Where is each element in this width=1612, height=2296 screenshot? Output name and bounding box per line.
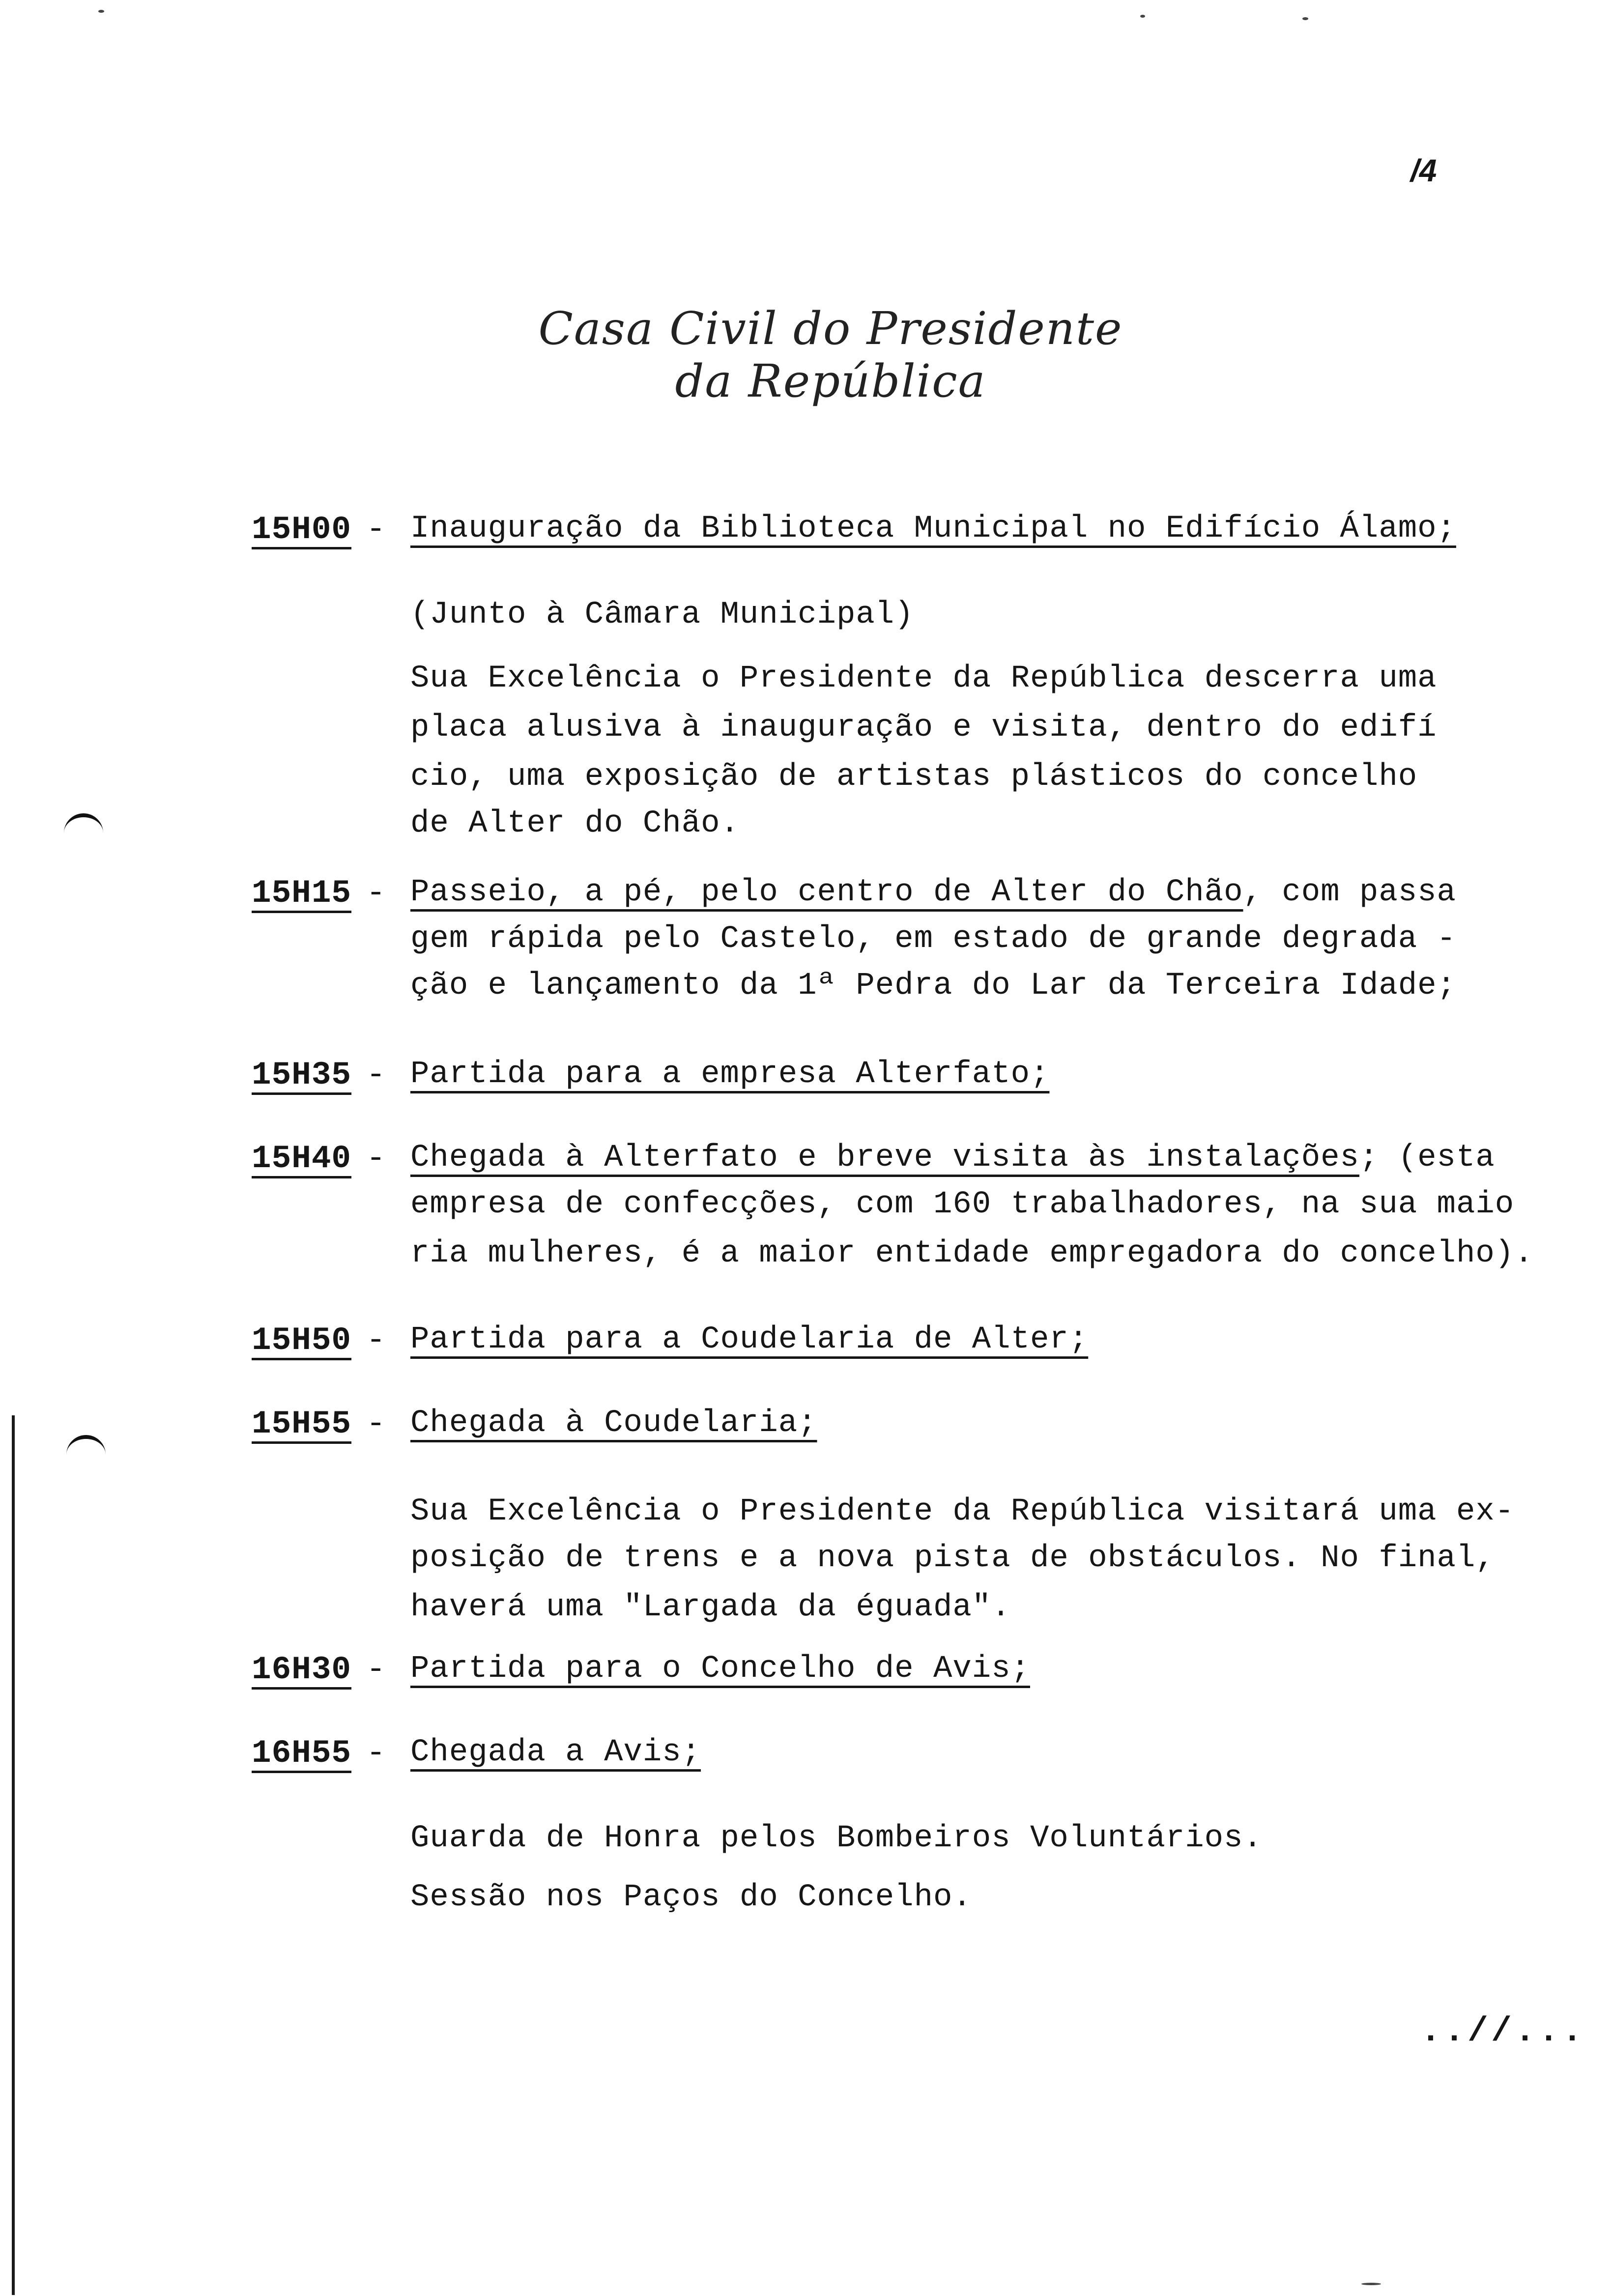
binder-edge bbox=[12, 1415, 15, 2295]
entry-time: 15H40 bbox=[252, 1140, 352, 1177]
punch-hole-mark bbox=[64, 813, 103, 837]
entry-time: 15H15 bbox=[252, 875, 352, 912]
entry-detail-line: Sua Excelência o Presidente da República descerra uma bbox=[410, 661, 1437, 696]
entry-dash: - bbox=[366, 1322, 386, 1359]
entry-heading-line bbox=[410, 1140, 1495, 1176]
entry-detail-line: ção e lançamento da 1ª Pedra do Lar da Terceira Idade; bbox=[410, 968, 1456, 1004]
entry-heading: Chegada à Alterfato e breve visita às instalações bbox=[410, 1140, 1359, 1176]
scan-speck bbox=[1361, 2283, 1381, 2285]
entry-dash: - bbox=[366, 1735, 386, 1772]
entry-detail-line: Guarda de Honra pelos Bombeiros Voluntários. bbox=[410, 1821, 1263, 1856]
entry-heading: Inauguração da Biblioteca Municipal no Edifício Álamo; bbox=[410, 511, 1456, 546]
entry-dash: - bbox=[366, 1140, 386, 1177]
entry-heading-line bbox=[410, 1735, 701, 1770]
entry-time: 15H50 bbox=[252, 1322, 352, 1359]
entry-dash: - bbox=[366, 875, 386, 912]
entry-dash: - bbox=[366, 1651, 386, 1688]
entry-dash: - bbox=[366, 1406, 386, 1442]
entry-time: 15H35 bbox=[252, 1057, 352, 1093]
entry-detail-line: Sua Excelência o Presidente da República visitará uma ex- bbox=[410, 1494, 1515, 1529]
entry-heading-line bbox=[410, 1057, 1049, 1092]
entry-heading-line bbox=[410, 875, 1456, 910]
scan-speck bbox=[1302, 17, 1308, 20]
continuation-mark: ..//... bbox=[1420, 2012, 1586, 2051]
entry-heading: Partida para a Coudelaria de Alter; bbox=[410, 1322, 1089, 1357]
entry-heading: Chegada à Coudelaria; bbox=[410, 1406, 817, 1441]
scan-speck bbox=[98, 10, 104, 13]
entry-detail-line: empresa de confecções, com 160 trabalhadores, na sua maio bbox=[410, 1187, 1515, 1222]
entry-heading-line bbox=[410, 1651, 1030, 1687]
entry-time: 15H55 bbox=[252, 1406, 352, 1442]
entry-heading-line bbox=[410, 511, 1456, 546]
letterhead: Casa Civil do Presidente da República bbox=[538, 302, 1123, 407]
scan-speck bbox=[1140, 15, 1145, 18]
entry-time: 16H30 bbox=[252, 1651, 352, 1688]
entry-heading: Partida para a empresa Alterfato; bbox=[410, 1057, 1050, 1092]
entry-detail-line: Sessão nos Paços do Concelho. bbox=[410, 1880, 972, 1915]
entry-detail-line: de Alter do Chão. bbox=[410, 806, 740, 841]
entry-dash: - bbox=[366, 511, 386, 548]
entry-heading-tail: ; (esta bbox=[1359, 1140, 1495, 1176]
entry-heading: Chegada a Avis; bbox=[410, 1735, 701, 1770]
page-number: /4 bbox=[1410, 153, 1437, 188]
entry-heading-line bbox=[410, 1322, 1088, 1357]
entry-time: 15H00 bbox=[252, 511, 352, 548]
entry-heading: Passeio, a pé, pelo centro de Alter do Chão bbox=[410, 875, 1243, 910]
entry-detail-line: haverá uma "Largada da éguada". bbox=[410, 1590, 1011, 1625]
punch-hole-mark bbox=[66, 1435, 106, 1459]
entry-detail-line: placa alusiva à inauguração e visita, dentro do edifí bbox=[410, 710, 1437, 746]
entry-heading: Partida para o Concelho de Avis; bbox=[410, 1651, 1030, 1687]
entry-detail-line: gem rápida pelo Castelo, em estado de grande degrada - bbox=[410, 921, 1456, 957]
entry-heading-line bbox=[410, 1406, 817, 1441]
entry-dash: - bbox=[366, 1057, 386, 1093]
entry-detail-line: (Junto à Câmara Municipal) bbox=[410, 597, 914, 632]
entry-detail-line: cio, uma exposição de artistas plásticos do concelho bbox=[410, 759, 1418, 795]
entry-detail-line: posição de trens e a nova pista de obstáculos. No final, bbox=[410, 1541, 1495, 1576]
entry-detail-line: ria mulheres, é a maior entidade empregadora do concelho). bbox=[410, 1236, 1534, 1271]
entry-time: 16H55 bbox=[252, 1735, 352, 1772]
entry-heading-tail: , com passa bbox=[1243, 875, 1456, 910]
